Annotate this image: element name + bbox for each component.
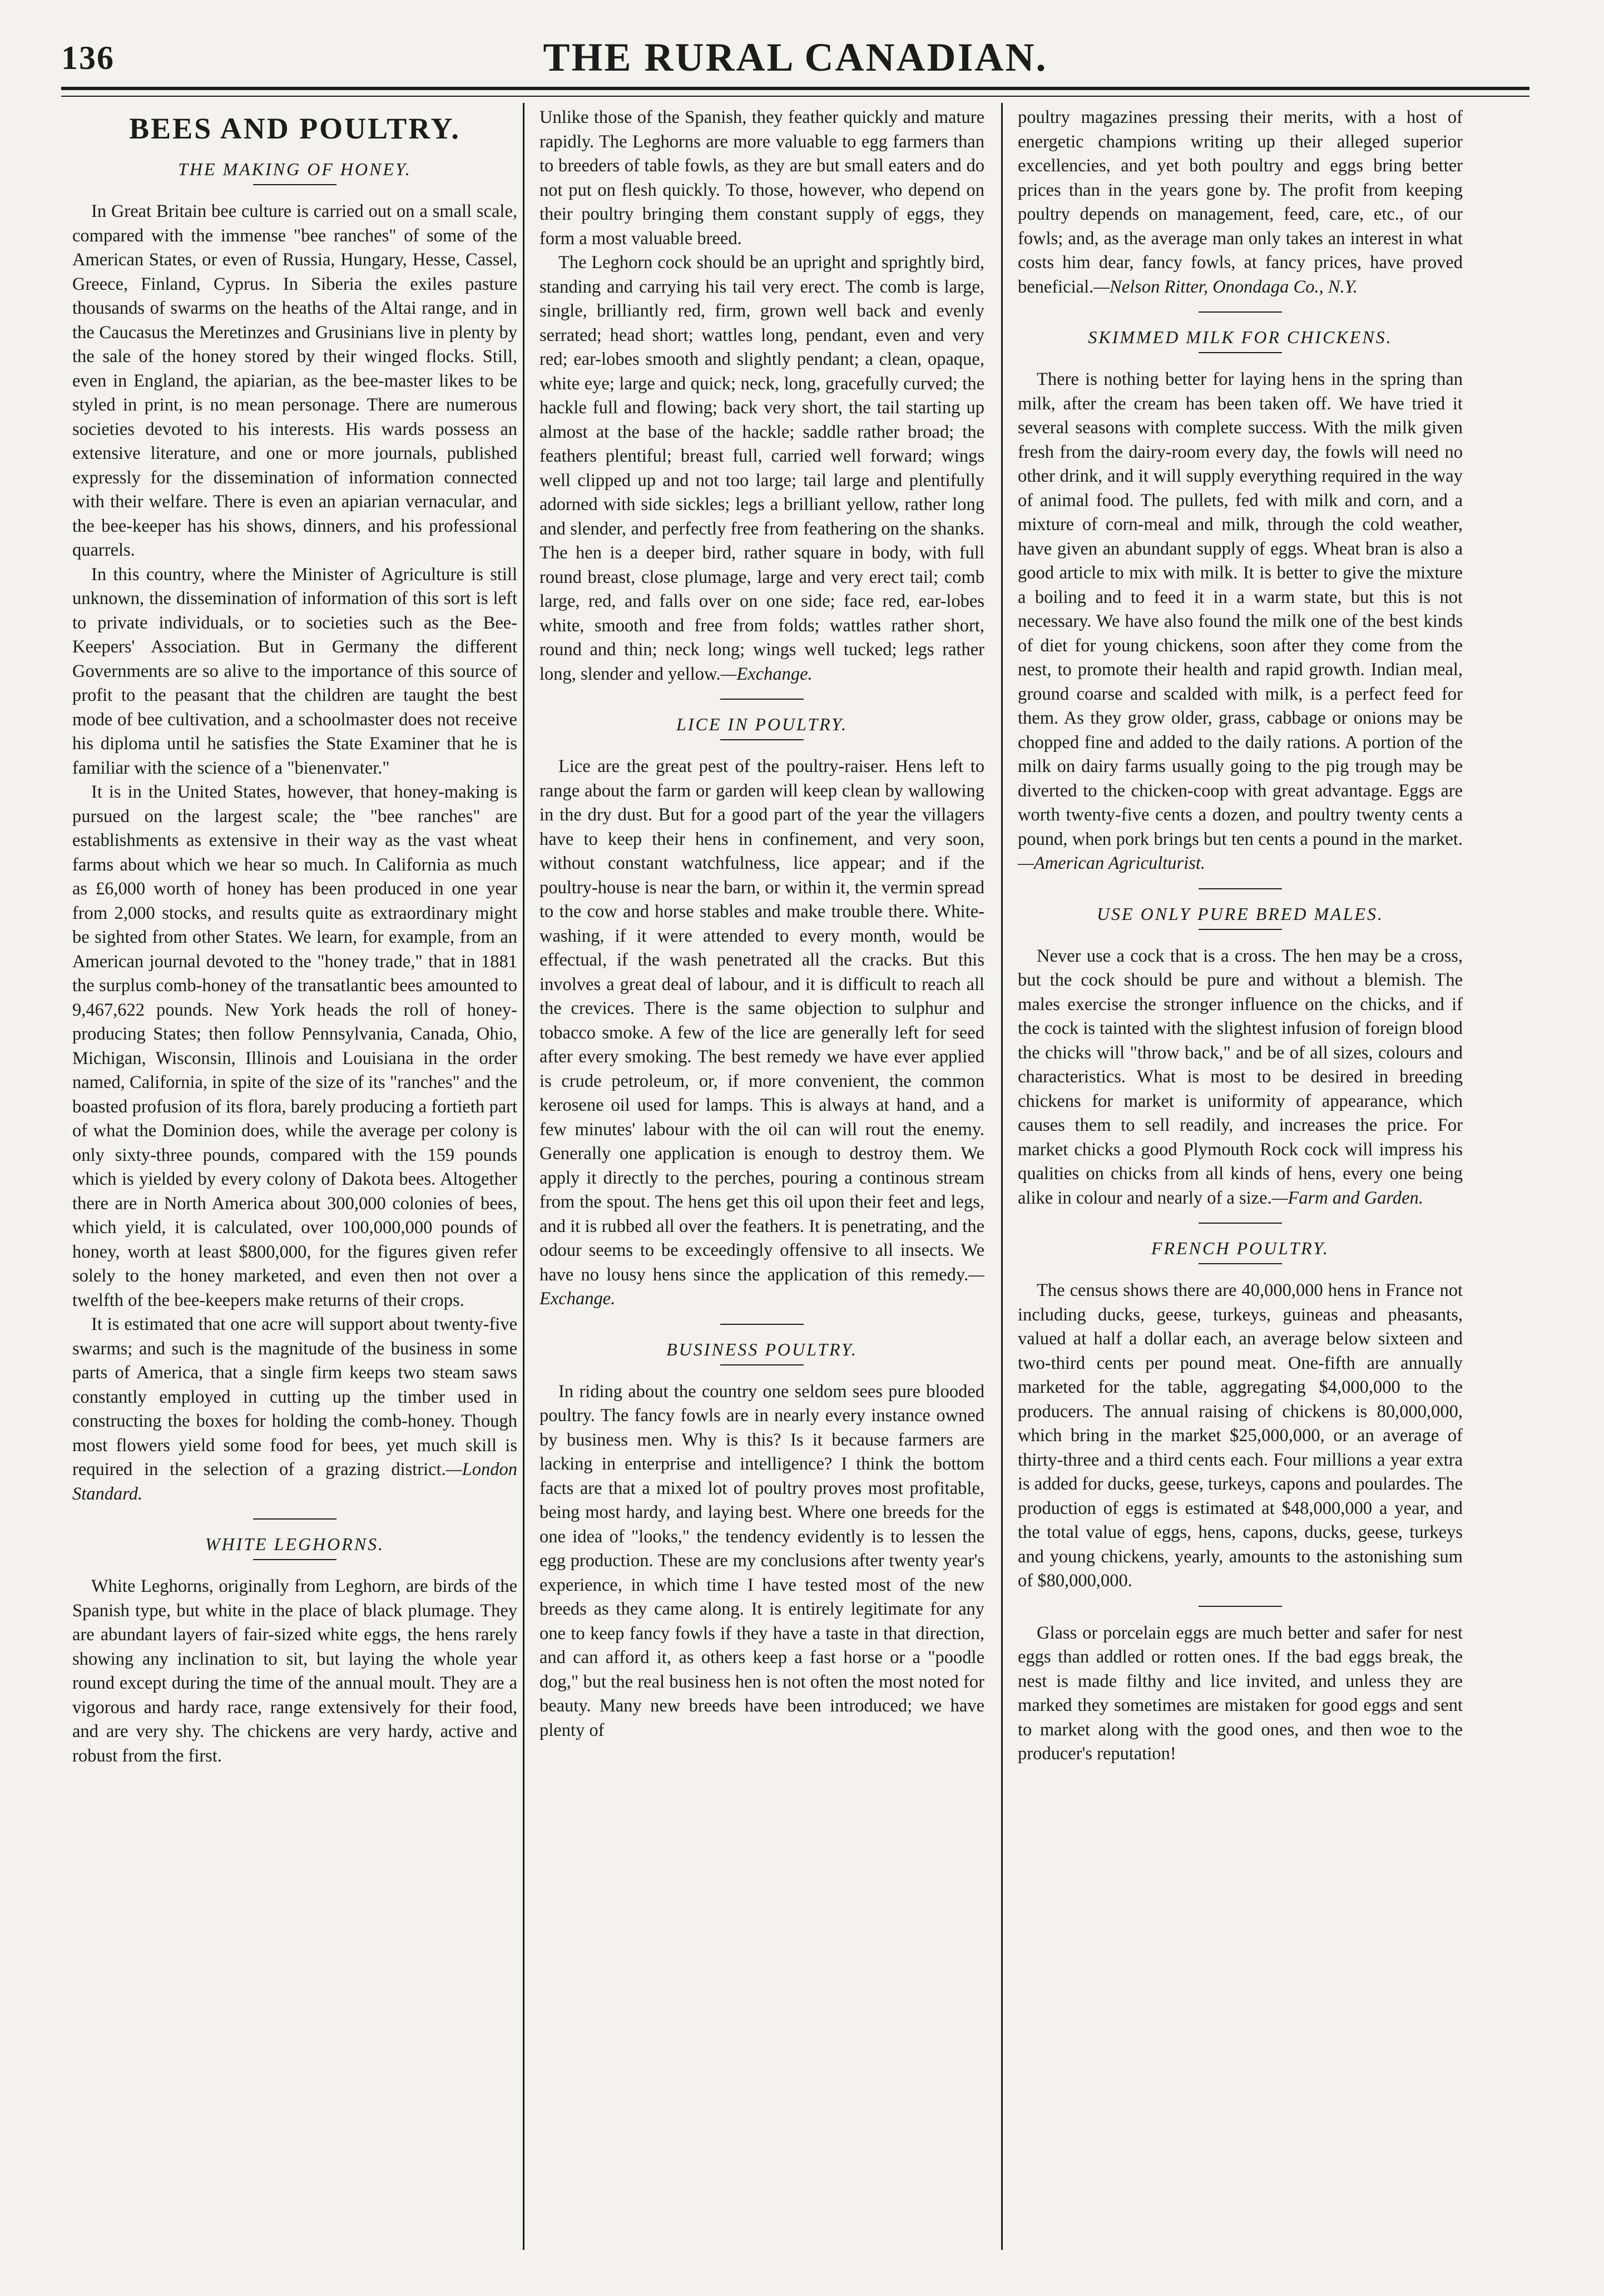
column-1 bbox=[72, 106, 517, 2247]
article-credit: —American Agriculturist. bbox=[1018, 853, 1206, 873]
column-divider bbox=[1001, 103, 1003, 2250]
title-rule bbox=[253, 184, 336, 185]
title-rule bbox=[253, 1559, 336, 1560]
article-credit: —Farm and Garden. bbox=[1271, 1187, 1423, 1208]
article-end-rule bbox=[253, 1518, 336, 1520]
article-paragraph bbox=[1018, 944, 1463, 1211]
article-credit: —Exchange. bbox=[539, 1264, 984, 1309]
title-rule bbox=[720, 739, 804, 740]
paragraph-text: Never use a cock that is a cross. The hen may be a cross, but the cock should be pure and without a blemish. The males exercise the stronger influence on the chicks, and if the cock is tainted with the slightest infusion of foreign blood the chicks will "throw back," and be of all sizes, colours and characteristics. What is most to be desired in breeding chickens for market is uniformity of appearance, which causes them to sell readily, and increases the price. For market chicks a good Plymouth Rock cock will impress his qualities on chicks from all kinds of hens, every one being alike in colour and nearly of a size. bbox=[1018, 946, 1463, 1208]
paragraph-text: The Leghorn cock should be an upright and sprightly bird, standing and carrying his tail very erect. The comb is large, single, brilliantly red, firm, grown well back and evenly serrated; head short; wattles long, pendant, even and very red; ear-lobes smooth and slightly pendant; a clean, opaque, white eye; large and quick; neck, long, gracefully curved; the hackle full and flowing; back very short, the tail starting up almost at the base of the hackle; saddle rather broad; the feathers plentiful; breast full, carried well forward; wings well clipped up and not too large; tail large and plentifully adorned with side sickles; legs a brilliant yellow, rather long and slender, and perfectly free from feathering on the shanks. The hen is a deeper bird, rather square in body, with full round breast, close plumage, large and very erect tail; comb large, red, and falls over on one side; face red, ear-lobes white, smooth and free from folds; wattles rather short, round and thin; neck long; wings well tucked; legs rather long, slender and yellow. bbox=[539, 253, 984, 684]
article-paragraph: In Great Britain bee culture is carried out on a small scale, compared with the immense "bee ranches" of some of the American States, or even of Russia, Hungary, Hesse, Cassel, Greece, Finland, Cyprus. In Siberia the exiles pasture thousands of swarms on the heaths of the Altai range, and in the Caucasus the Meretinzes and Grusinians live in plenty by the sale of the honey stored by their winged flocks. Still, even in England, the apiarian, as the bee-master likes to be styled in print, is no mean personage. There are numerous societies devoted to his interests. His wards possess an extensive literature, and one or more journals, published expressly for the dissemination of information connected with their welfare. There is even an apiarian vernacular, and the bee-keeper has his shows, dinners, and his professional quarrels. bbox=[72, 201, 517, 560]
article-paragraph bbox=[539, 251, 984, 686]
article-paragraph bbox=[539, 755, 984, 1312]
paragraph-text: Lice are the great pest of the poultry-raiser. Hens left to range about the farm or garden will keep clean by wallowing in the dry dust. But for a good part of the year the villagers have to keep their hens in confinement, and very soon, without constant watchfulness, lice appear; and if the poultry-house is near the barn, or within it, the vermin spread to the cow and horse stables and make trouble there. White-washing, if it were attended to every month, would be effectual, if the wash penetrated all the cracks. But this involves a great deal of labour, and it is difficult to reach all the crevices. There is the same objection to sulphur and tobacco smoke. A few of the lice are generally left for seed after every smoking. The best remedy we have ever applied is crude petroleum, or, if more convenient, the common kerosene oil used for lamps. This is always at hand, and a few minutes' labour with the oil can will rout the enemy. Generally one application is enough to destroy them. We apply it directly to the perches, pouring a continous stream from the spout. The hens get this oil upon their feet and legs, and it is rubbed all over the feathers. It is penetrating, and the odour seems to be exceedingly offensive to all insects. We have no lousy hens since the application of this remedy. bbox=[539, 756, 984, 1285]
article-end-rule bbox=[720, 1324, 804, 1325]
paragraph-text: There is nothing better for laying hens in the spring than milk, after the cream has been taken off. We have tried it several seasons with complete success. With the milk given fresh from the dairy-room every day, the fowls will need no other drink, and it will supply everything required in the way of animal food. The pullets, fed with milk and corn, and a mixture of corn-meal and milk, through the cold weather, have given an abundant supply of eggs. Wheat bran is also a good article to mix with milk. It is better to give the mixture a boiling and to feed it in a warm state, but this is not necessary. We have also found the milk one of the best kinds of diet for young chickens, soon after they come from the nest, to promote their health and rapid growth. Indian meal, ground coarse and scalded with milk, is a perfect feed for them. As they grow older, grass, cabbage or onions may be chopped fine and added to the daily rations. A portion of the milk on dairy farms usually going to the pig trough may be diverted to the chicken-coop with great advantage. Eggs are worth twenty-five cents a dozen, and poultry twenty cents a pound, when pork brings but ten cents a pound in the market. bbox=[1018, 369, 1463, 849]
column-2 bbox=[539, 106, 984, 2247]
paragraph-text: poultry magazines pressing their merits, with a host of energetic champions writing up their alleged superior excellencies, and yet both poultry and eggs bring better prices than in the years gone by. The profit from keeping poultry depends on management, feed, care, etc., of our fowls; and, as the average man only takes an interest in what costs him dear, fancy fowls, at fancy prices, have proved beneficial. bbox=[1018, 107, 1463, 297]
header-rule-thick bbox=[61, 87, 1529, 90]
header-rule-thin bbox=[61, 96, 1529, 97]
article-title: LICE IN POULTRY. bbox=[676, 714, 848, 734]
article-title: WHITE LEGHORNS. bbox=[205, 1534, 385, 1554]
article-paragraph: Glass or porcelain eggs are much better and safer for nest eggs than addled or rotten ones. If the bad eggs break, the nest is made filthy and lice invited, and unless they are marked they sometimes are mistaken for good eggs and sent to market along with the good ones, and then woe to the producer's reputation! bbox=[1018, 1622, 1463, 1764]
paragraph-text: It is estimated that one acre will support about twenty-five swarms; and such is the magnitude of the business in some parts of America, that a single firm keeps two steam saws constantly employed in cutting up the timber used in constructing the boxes for holding the comb-honey. Though most flowers yield some food for bees, yet much skill is required in the selection of a grazing district. bbox=[72, 1314, 517, 1479]
column-3 bbox=[1018, 106, 1463, 2247]
article-title: SKIMMED MILK FOR CHICKENS. bbox=[1088, 327, 1393, 347]
page-header bbox=[61, 22, 1529, 83]
column-divider bbox=[523, 103, 524, 2250]
article-paragraph: In riding about the country one seldom sees pure blooded poultry. The fancy fowls are in nearly every instance owned by business men. Why is this? Is it because farmers are lacking in enterprise and intelligence? I think the bottom facts are that a mixed lot of poultry proves most profitable, being most hardy, and laying best. Where one breeds for the one idea of "looks," the tendency evidently is to lessen the egg production. These are my conclusions after twenty year's experience, in which time I have tested most of the new breeds as they came along. It is entirely legitimate for any one to keep fancy fowls if they have a taste in that direction, and can afford it, as others keep a fast horse or a "poodle dog," but the real business hen is not often the most noted for beauty. Many new breeds have been introduced; we have plenty of bbox=[539, 1381, 984, 1740]
title-rule bbox=[1199, 1263, 1282, 1264]
article-end-rule bbox=[1199, 1223, 1282, 1224]
article-paragraph bbox=[1018, 368, 1463, 876]
title-rule bbox=[720, 1364, 804, 1365]
article-credit: —London Standard. bbox=[72, 1459, 517, 1504]
article-end-rule bbox=[1199, 1606, 1282, 1607]
title-rule bbox=[1199, 352, 1282, 353]
article-credit: —Nelson Ritter, Onondaga Co., N.Y. bbox=[1093, 276, 1358, 297]
article-end-rule bbox=[1199, 888, 1282, 889]
article-credit: —Exchange. bbox=[720, 664, 813, 684]
article-paragraph: Unlike those of the Spanish, they feather quickly and mature rapidly. The Leghorns are more valuable to egg farmers than to breeders of table fowls, as they are but small eaters and do not put on flesh quickly. To those, however, who depend on their poultry bringing them constant supply of eggs, they form a most valuable breed. bbox=[539, 107, 984, 249]
article-paragraph bbox=[72, 1313, 517, 1506]
article-title: USE ONLY PURE BRED MALES. bbox=[1096, 903, 1384, 924]
masthead: THE RURAL CANADIAN. bbox=[543, 35, 1048, 80]
title-rule bbox=[1199, 929, 1282, 930]
article-title: FRENCH POULTRY. bbox=[1151, 1238, 1329, 1258]
article-title: BUSINESS POULTRY. bbox=[666, 1339, 858, 1359]
article-paragraph: White Leghorns, originally from Leghorn, are birds of the Spanish type, but white in the place of black plumage. They are abundant layers of fair-sized white eggs, the hens rarely showing any inclination to sit, but laying the whole year round except during the time of the annual moult. They are a vigorous and hardy race, range extensively for their food, and are very shy. The chickens are very hardy, active and robust from the first. bbox=[72, 1576, 517, 1766]
article-end-rule bbox=[1199, 311, 1282, 313]
article-paragraph: The census shows there are 40,000,000 hens in France not including ducks, geese, turkeys, guineas and pheasants, valued at half a dollar each, an average below sixteen and two-third cents per pound meat. One-fifth are annually marketed for the table, aggregating $4,000,000 to the producers. The annual raising of chickens is 80,000,000, which bring in the market $25,000,000, or an average of thirty-three and a third cents each. Four millions a year extra is added for ducks, geese, turkeys, capons and poulardes. The production of eggs is estimated at $48,000,000 a year, and the total value of eggs, hens, capons, ducks, geese, turkeys and young chickens, yearly, amounts to the astonishing sum of $80,000,000. bbox=[1018, 1280, 1463, 1591]
article-paragraph: It is in the United States, however, that honey-making is pursued on the largest scale; the "bee ranches" are establishments as extensive in their way as the vast wheat farms about which we hear so much. In California as much as £6,000 worth of honey has been produced in one year from 2,000 stocks, and results quite as extraordinary might be sighted from other States. We learn, for example, from an American journal devoted to the "honey trade," that in 1881 the surplus comb-honey of the transatlantic bees amounted to 9,467,622 pounds. New York heads the roll of honey-producing States; then follow Pennsylvania, Canada, Ohio, Michigan, Wisconsin, Illinois and Louisiana in the order named, California, in spite of the size of its "ranches" and the boasted profusion of its flora, barely producing a fortieth part of what the Dominion does, while the average per colony is only sixty-three pounds, compared with the 159 pounds which is yielded by every colony of Dakota bees. Altogether there are in North America about 300,000 colonies of bees, which yield, it is calculated, over 100,000,000 pounds of honey, worth at least $800,000, for the figures given refer solely to the honey marketed, and even then not over a twelfth of the bee-keepers make returns of their crops. bbox=[72, 782, 517, 1310]
page-number: 136 bbox=[61, 39, 115, 76]
article-end-rule bbox=[720, 699, 804, 700]
article-title: THE MAKING OF HONEY. bbox=[178, 159, 412, 179]
article-paragraph bbox=[1018, 106, 1463, 299]
article-paragraph: In this country, where the Minister of Agriculture is still unknown, the dissemination of information of this sort is left to private individuals, or to societies such as the Bee-Keepers' Association. But in Germany the different Governments are so alive to the importance of this source of profit to the peasant that the children are taught the best mode of bee cultivation, and a schoolmaster does not receive his diploma until he satisfies the State Examiner that he is familiar with the science of a "bienenvater." bbox=[72, 564, 517, 778]
department-heading: BEES AND POULTRY. bbox=[129, 112, 461, 145]
